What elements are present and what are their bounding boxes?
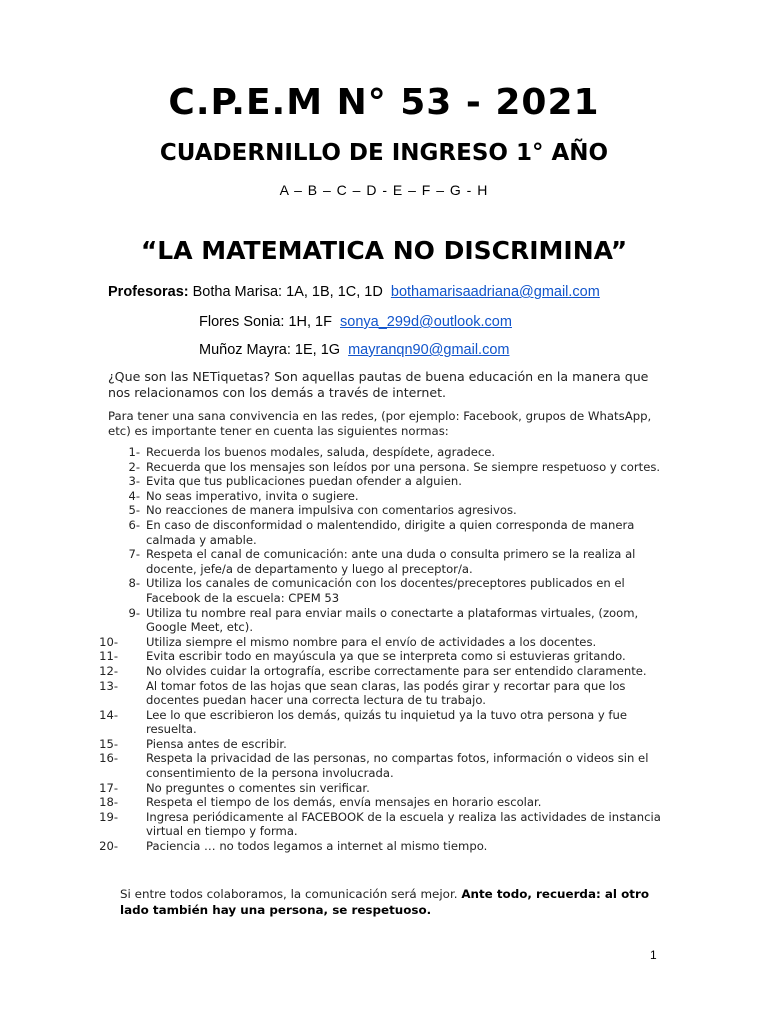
rule-item bbox=[108, 474, 668, 489]
rule-text: Utiliza tu nombre real para enviar mails o conectarte a plataformas virtuales, (zoom, Google Meet, etc). bbox=[146, 605, 639, 635]
rule-item bbox=[99, 649, 668, 664]
rule-number: 7- bbox=[128, 547, 140, 562]
rule-item bbox=[108, 518, 668, 547]
rule-item bbox=[99, 678, 668, 708]
rule-number: 18- bbox=[99, 795, 118, 810]
rule-number: 4- bbox=[128, 488, 140, 503]
rule-number: 2- bbox=[128, 459, 140, 474]
rule-number: 6- bbox=[128, 517, 140, 532]
teacher-row-2 bbox=[199, 314, 512, 330]
rule-number: 9- bbox=[128, 605, 140, 620]
rule-item bbox=[108, 606, 668, 635]
rule-item bbox=[108, 445, 668, 460]
rule-item bbox=[99, 795, 668, 810]
netiquette-rules-list bbox=[99, 445, 668, 854]
rule-text: Respeta el canal de comunicación: ante una duda o consulta primero se la realiza al docente, jefe/a de departamento y luego al preceptor/a. bbox=[146, 547, 636, 576]
document-subtitle: CUADERNILLO DE INGRESO 1° AÑO bbox=[159, 140, 609, 166]
closing-bold-text: Ante todo, recuerda: al otro lado también hay una persona, se respetuoso. bbox=[120, 887, 649, 917]
rule-text: Utiliza los canales de comunicación con los docentes/preceptores publicados en el Facebook de la escuela: CPEM 53 bbox=[146, 576, 625, 605]
rule-text: Al tomar fotos de las hojas que sean claras, las podés girar y recortar para que los docentes puedan hacer una correcta lectura de tu trabajo. bbox=[146, 678, 626, 708]
course-divisions: A – B – C – D - E – F – G - H bbox=[279, 182, 489, 198]
rule-number: 20- bbox=[99, 839, 118, 854]
rule-number: 8- bbox=[128, 576, 140, 591]
rule-item bbox=[99, 707, 668, 737]
rule-number: 14- bbox=[99, 707, 118, 722]
rule-number: 3- bbox=[128, 474, 140, 489]
rule-item bbox=[108, 460, 668, 475]
rule-number: 19- bbox=[99, 809, 118, 824]
rule-item bbox=[108, 489, 668, 504]
rule-number: 17- bbox=[99, 780, 118, 795]
rule-text: Respeta el tiempo de los demás, envía mensajes en horario escolar. bbox=[146, 795, 542, 810]
teacher-name: Muñoz Mayra: bbox=[199, 342, 291, 358]
teacher-email-link[interactable]: sonya_299d@outlook.com bbox=[340, 314, 512, 330]
teacher-row-1 bbox=[108, 284, 600, 300]
rule-text: Piensa antes de escribir. bbox=[146, 736, 287, 751]
rule-text: Lee lo que escribieron los demás, quizás tu inquietud ya la tuvo otra persona y fue resuelta. bbox=[146, 707, 627, 737]
rule-item bbox=[99, 839, 668, 854]
rule-number: 1- bbox=[128, 445, 140, 459]
rule-text: Ingresa periódicamente al FACEBOOK de la escuela y realiza las actividades de instancia virtual en tiempo y forma. bbox=[146, 809, 661, 839]
rule-text: No olvides cuidar la ortografía, escribe correctamente para ser entendido claramente. bbox=[146, 663, 647, 678]
motto-heading: “LA MATEMATICA NO DISCRIMINA” bbox=[140, 236, 628, 265]
rule-item bbox=[108, 503, 668, 518]
rule-text: Recuerda que los mensajes son leídos por una persona. Se siempre respetuoso y cortes. bbox=[146, 459, 661, 474]
rule-number: 13- bbox=[99, 678, 118, 693]
teachers-label: Profesoras: bbox=[108, 284, 189, 300]
rule-number: 5- bbox=[128, 503, 140, 518]
rule-item bbox=[99, 780, 668, 796]
rule-number: 16- bbox=[99, 751, 118, 766]
document-title: C.P.E.M N° 53 - 2021 bbox=[168, 82, 600, 123]
rule-number: 12- bbox=[99, 663, 118, 678]
page-number: 1 bbox=[650, 948, 657, 962]
rule-text: Utiliza siempre el mismo nombre para el envío de actividades a los docentes. bbox=[146, 634, 597, 649]
teacher-courses: 1E, 1G bbox=[294, 342, 341, 358]
closing-paragraph bbox=[120, 886, 680, 918]
teacher-name: Flores Sonia: bbox=[199, 314, 285, 330]
rule-text: Paciencia … no todos legamos a internet al mismo tiempo. bbox=[146, 839, 488, 854]
rule-item bbox=[99, 663, 668, 679]
teacher-email-link[interactable]: mayranqn90@gmail.com bbox=[348, 342, 510, 358]
rule-text: No reacciones de manera impulsiva con comentarios agresivos. bbox=[146, 503, 517, 518]
netiquette-intro: ¿Que son las NETiquetas? Son aquellas pautas de buena educación en la manera que nos relacionamos con los demás a través de internet. bbox=[108, 369, 649, 400]
rule-item bbox=[99, 634, 668, 650]
rule-number: 10- bbox=[99, 634, 118, 649]
rule-text: Evita que tus publicaciones puedan ofender a alguien. bbox=[146, 474, 462, 489]
rule-item bbox=[99, 809, 668, 839]
closing-text: Si entre todos colaboramos, la comunicación será mejor. bbox=[120, 887, 458, 901]
rule-item bbox=[108, 576, 668, 605]
rule-number: 11- bbox=[99, 649, 118, 664]
rule-text: Evita escribir todo en mayúscula ya que se interpreta como si estuvieras gritando. bbox=[146, 649, 626, 664]
teacher-name: Botha Marisa: bbox=[192, 284, 283, 300]
teacher-courses: 1A, 1B, 1C, 1D bbox=[286, 284, 383, 300]
rule-item bbox=[99, 751, 668, 781]
rule-text: Recuerda los buenos modales, saluda, despídete, agradece. bbox=[146, 445, 496, 459]
rule-item bbox=[99, 736, 668, 752]
rule-text: No seas imperativo, invita o sugiere. bbox=[146, 488, 359, 503]
rule-item bbox=[108, 547, 668, 576]
rule-number: 15- bbox=[99, 736, 118, 751]
teacher-courses: 1H, 1F bbox=[288, 314, 332, 330]
rule-text: No preguntes o comentes sin verificar. bbox=[146, 780, 370, 795]
rule-text: En caso de disconformidad o malentendido, dirigite a quien corresponda de manera calmada y amable. bbox=[146, 517, 635, 547]
rules-intro-paragraph: Para tener una sana convivencia en las redes, (por ejemplo: Facebook, grupos de WhatsApp, etc) es importante tener en cuenta las siguientes normas: bbox=[108, 409, 652, 438]
teacher-row-3 bbox=[199, 342, 509, 358]
teacher-email-link[interactable]: bothamarisaadriana@gmail.com bbox=[390, 284, 600, 300]
rule-text: Respeta la privacidad de las personas, no compartas fotos, información o videos sin el consentimiento de la persona involucrada. bbox=[146, 751, 649, 781]
